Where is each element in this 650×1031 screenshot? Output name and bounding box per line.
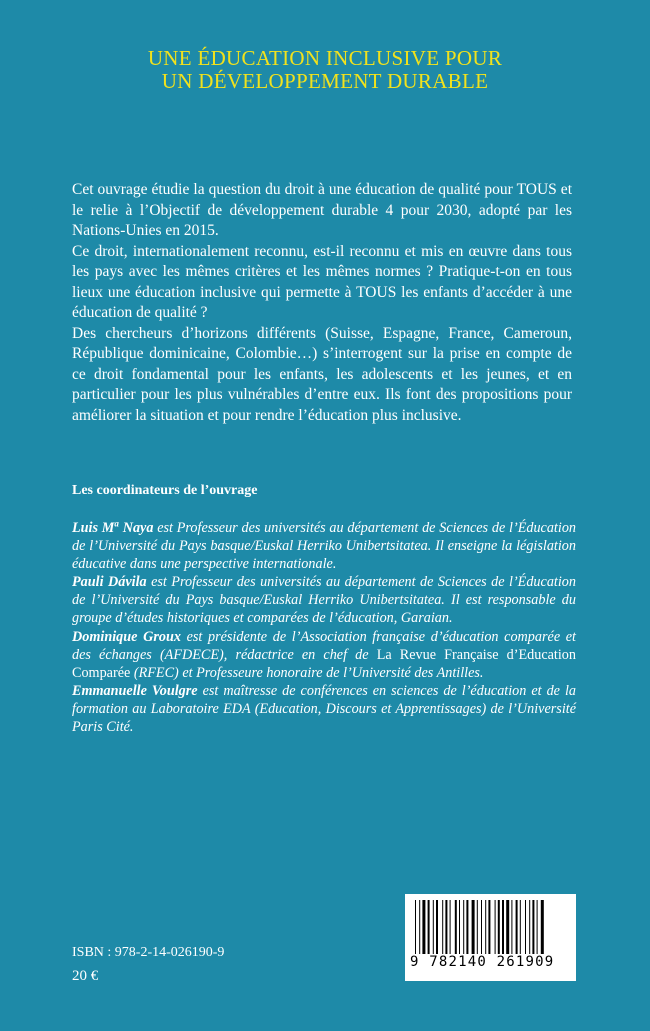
barcode-bar [436,900,438,954]
bio-groux [72,628,576,682]
barcode-bar [516,900,518,954]
bio-voulgre [72,682,576,736]
barcode-bar [477,900,478,954]
title-line-1: UNE ÉDUCATION INCLUSIVE POUR [147,46,503,70]
bio-naya [72,519,576,573]
barcode-bars [411,900,570,956]
barcode-bar [450,900,451,954]
author-name: Emmanuelle Voulgre [72,682,198,699]
barcode-bar [488,900,490,954]
bio-text: est Professeur des universités au département de Sciences de l’Éducation de l’Université du Pays basque/Euskal Herriko Unibertsitatea. Il enseigne la législation éducative dans une perspective internationale. [72,520,577,573]
barcode-bar [445,900,447,954]
barcode-bar [537,900,538,954]
summary-paragraph: Cet ouvrage étudie la question du droit à une éducation de qualité pour TOUS et le relie à l’Objectif de développement durable 4 pour 2030, adopté par les Nations-Unies en 2015. [72,181,572,239]
bio-text: (RFEC) et Professeure honoraire de l’Université des Antilles. [130,664,484,681]
author-name-part: Naya [118,520,154,536]
barcode-bar [541,900,544,954]
author-name: Pauli Dávila [72,574,147,591]
barcode-bar [422,900,425,954]
barcode-bar [511,900,512,954]
journal-name: La Revue Française d’Education Comparée [72,646,576,681]
barcode-bar [525,900,526,954]
author-name [72,520,153,536]
book-title [0,47,650,93]
author-name-part: Luis M [72,520,115,536]
barcode-bar [455,900,457,954]
barcode-bar [520,900,521,954]
isbn-label: ISBN : 978-2-14-026190-9 [72,945,225,960]
barcode-bar [466,900,468,954]
bio-text: est présidente de l’Association française d’éducation comparée et des échanges (AFDECE), rédactrice en chef de [72,628,576,663]
author-name: Dominique Groux [72,628,181,645]
summary-paragraph: Ce droit, internationalement reconnu, est-il reconnu et mis en œuvre dans tous les pays avec les mêmes critères et les mêmes normes ? Pratique-t-on en tous lieux une éducation inclusive qui permette à TOUS les enfants d’accéder à une éducation de qualité ? [72,242,572,321]
barcode-bar [485,900,486,954]
bio-davila [72,573,576,627]
barcode-bar [442,900,443,954]
summary-paragraph: Des chercheurs d’horizons différents (Suisse, Espagne, France, Cameroun, République dominicaine, Colombie…) s’interrogent sur la prise en compte de ce droit fondamental pour les enfants, les adolescents et les jeunes, et en particulier pour les plus vulnérables d’entre eux. Ils font des propositions pour améliorer la situation et pour rendre l’éducation plus inclusive. [72,324,572,424]
price-label: 20 € [72,968,99,984]
barcode-bar [495,900,496,954]
coordinators-heading: Les coordinateurs de l’ouvrage [72,483,258,498]
barcode-bar [502,900,504,954]
barcode-bar [506,900,509,954]
barcode-bar [463,900,464,954]
bio-text: est Professeur des universités au département de Sciences de l’Éducation de l’Université du Pays basque/Euskal Herriko Unibertsitatea. Il est responsable du groupe d’études historiques et comparées de l’éducation, Garaian. [72,574,576,627]
title-line-2: UN DÉVELOPPEMENT DURABLE [161,69,489,93]
barcode-bar [459,900,460,954]
barcode-bar [529,900,530,954]
barcode-bar [481,900,482,954]
author-name-superscript: a [114,518,119,529]
book-summary [72,180,572,426]
barcode-bar [415,900,416,954]
bio-text: est maîtresse de conférences en sciences de l’éducation et de la formation au Laboratoire EDA (Education, Discours et Apprentissages) de l’Université Paris Cité. [72,682,576,736]
barcode-bar [428,900,430,954]
barcode-bar [433,900,434,954]
coordinators-bios [72,519,576,736]
barcode-digits: 9 782140 261909 [410,954,555,970]
barcode-bar [472,900,475,954]
barcode-bar [498,900,500,954]
barcode [405,894,576,981]
barcode-bar [532,900,534,954]
barcode-bar [419,900,420,954]
